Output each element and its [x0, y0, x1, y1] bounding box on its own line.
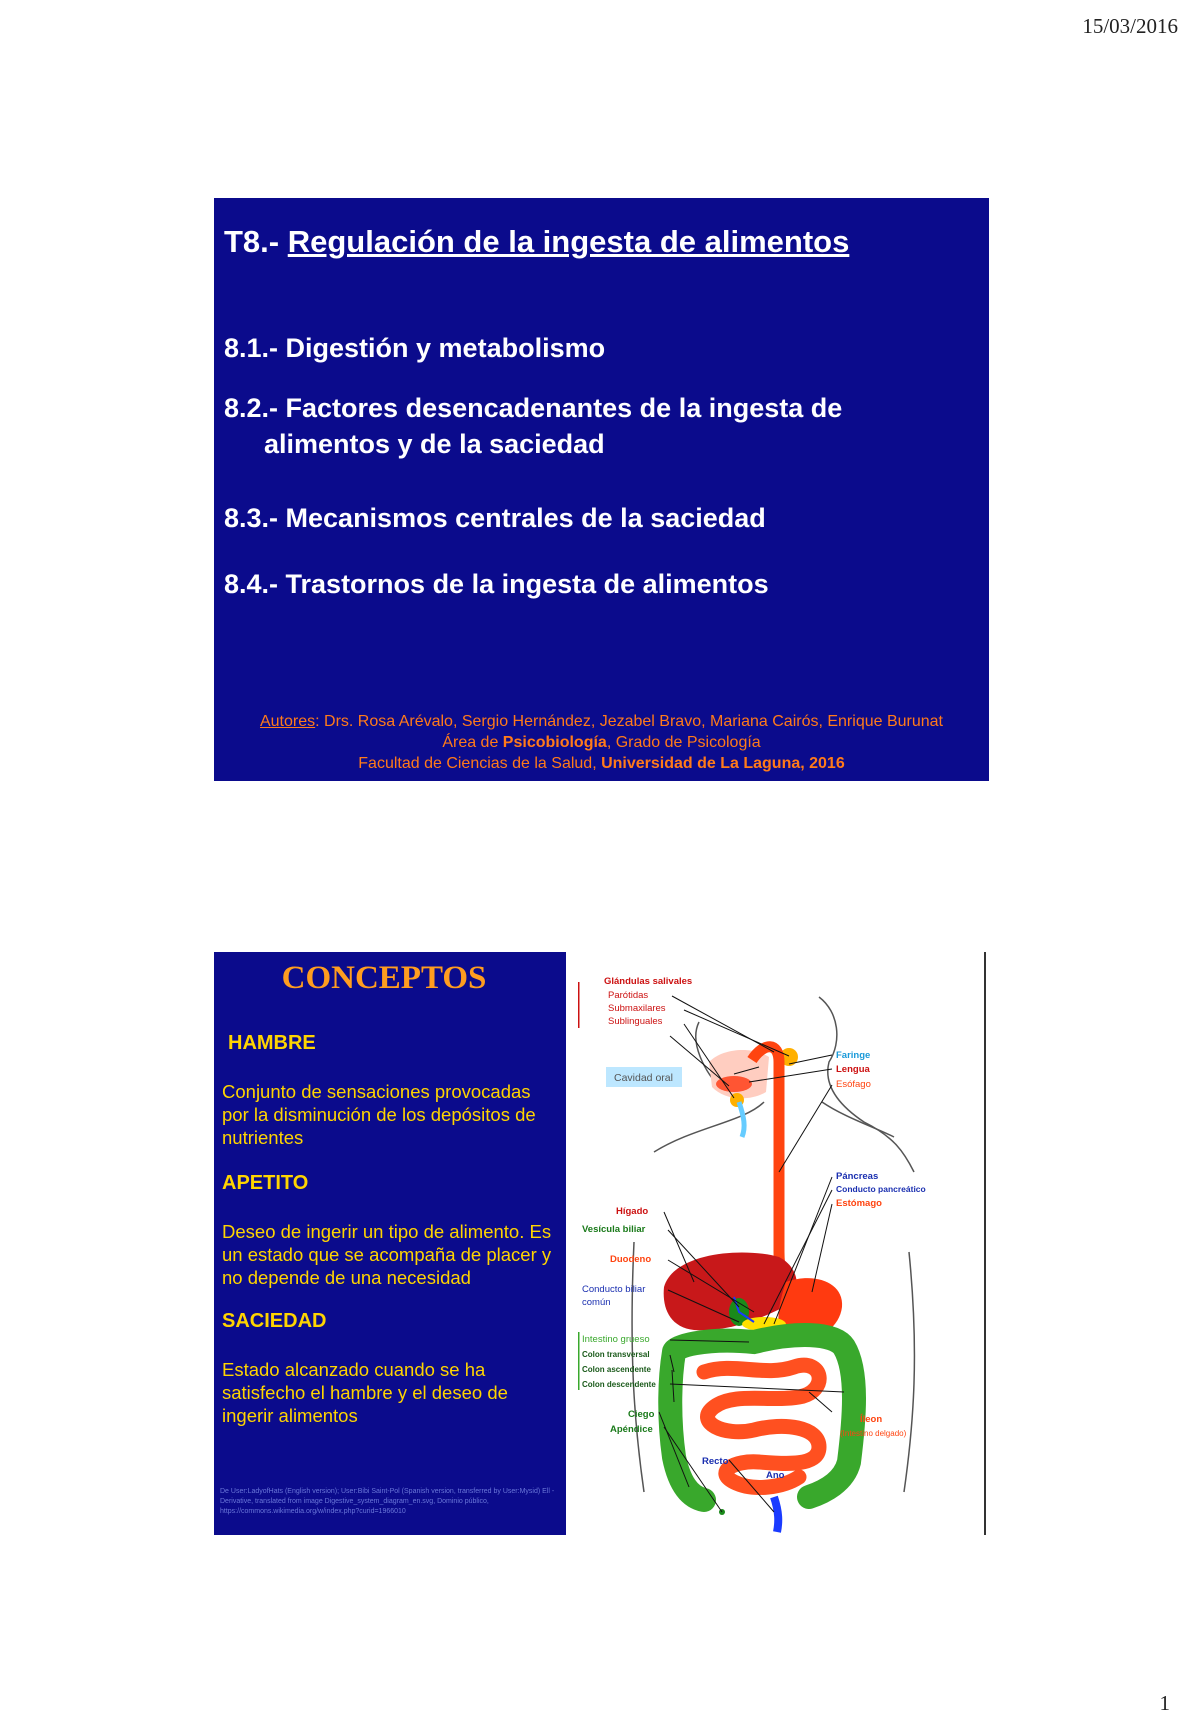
term-saciedad: SACIEDAD — [222, 1310, 327, 1332]
glands-bracket — [578, 982, 580, 1028]
topic-line: 8.2.- Factores desencadenantes de la ingesta de — [224, 393, 843, 423]
label-conducto-biliar: Conducto biliar — [582, 1284, 646, 1295]
trachea-shape — [739, 1102, 744, 1137]
label-conducto-pancreatico: Conducto pancreático — [836, 1184, 926, 1194]
label-ano: Ano — [766, 1470, 785, 1481]
page-date: 15/03/2016 — [1082, 14, 1178, 38]
label-estomago: Estómago — [836, 1198, 882, 1209]
image-credit: De User:LadyofHats (English version); User:Bibi Saint-Pol (Spanish version, transferred by User:Mysid) Ell - Derivative, translated from image Digestive_system_diagram_en.svg, Dominio público, https://commons.wikimedia.org/w/index.php?curid=1966010 — [220, 1488, 555, 1515]
small-intestine-shape — [704, 1365, 819, 1487]
topic-item — [224, 330, 605, 366]
digestive-system-diagram — [574, 952, 984, 1535]
concepts-slide — [214, 952, 989, 1535]
title-main: Regulación de la ingesta de alimentos — [287, 224, 850, 259]
label-colon-ascendente: Colon ascendente — [582, 1365, 651, 1374]
label-submaxilares: Submaxilares — [608, 1003, 666, 1014]
label-pancreas: Páncreas — [836, 1171, 879, 1182]
definition-apetito: Deseo de ingerir un tipo de alimento. Es un estado que se acompaña de placer y no depende de una necesidad — [222, 1221, 552, 1288]
label-colon-descendente: Colon descendente — [582, 1380, 656, 1389]
intestine-bracket — [578, 1332, 580, 1390]
topic-item — [224, 566, 769, 602]
concepts-panel — [214, 952, 566, 1535]
authors-block — [214, 711, 989, 774]
label-glandulas: Glándulas salivales — [604, 976, 693, 987]
topic-line: 8.1.- Digestión y metabolismo — [224, 333, 606, 363]
label-intestino-delgado: (Intestino delgado) — [840, 1429, 907, 1438]
label-vesicula: Vesícula biliar — [582, 1224, 646, 1235]
label-apendice: Apéndice — [610, 1424, 653, 1435]
slide-title — [224, 224, 849, 260]
title-slide — [214, 198, 989, 781]
topic-item — [224, 390, 842, 462]
rectum-shape — [774, 1497, 778, 1532]
label-colon-transverso: Colon transversal — [582, 1350, 650, 1359]
topic-item — [224, 500, 766, 536]
area-prefix: Área de — [442, 734, 503, 751]
term-apetito: APETITO — [222, 1172, 309, 1194]
authors-label: Autores — [259, 713, 316, 730]
definition-saciedad: Estado alcanzado cuando se ha satisfecho el hambre y el deseo de ingerir alimentos — [222, 1359, 508, 1426]
label-intestino-grueso: Intestino grueso — [582, 1334, 650, 1345]
label-esofago: Esófago — [836, 1079, 871, 1090]
page-number: 1 — [1159, 1691, 1170, 1715]
label-cavidad-oral: Cavidad oral — [614, 1072, 673, 1084]
topic-line-cont: alimentos y de la saciedad — [264, 429, 605, 459]
authors-names: : Drs. Rosa Arévalo, Sergio Hernández, Jezabel Bravo, Mariana Cairós, Enrique Burunat — [315, 713, 943, 730]
area-suffix: , Grado de Psicología — [606, 734, 761, 751]
university-name: Universidad de La Laguna, 2016 — [601, 755, 845, 772]
concepts-heading: CONCEPTOS — [281, 960, 487, 996]
label-lengua: Lengua — [836, 1064, 870, 1075]
label-ileon: Íleon — [860, 1414, 883, 1425]
definition-hambre: Conjunto de sensaciones provocadas por la disminución de los depósitos de nutrientes — [222, 1081, 536, 1148]
label-sublinguales: Sublinguales — [608, 1016, 663, 1027]
area-name: Psicobiología — [502, 734, 607, 751]
topic-line: 8.4.- Trastornos de la ingesta de alimentos — [224, 569, 769, 599]
label-ciego: Ciego — [628, 1409, 655, 1420]
label-duodeno: Duodeno — [610, 1254, 652, 1265]
tongue-shape — [716, 1076, 752, 1092]
label-faringe: Faringe — [836, 1050, 871, 1061]
label-recto: Recto — [702, 1456, 729, 1467]
large-intestine-shape — [670, 1335, 854, 1500]
label-higado: Hígado — [616, 1206, 649, 1217]
label-parotidas: Parótidas — [608, 990, 649, 1001]
label-comun: común — [582, 1297, 611, 1308]
faculty-prefix: Facultad de Ciencias de la Salud, — [358, 755, 602, 772]
term-hambre: HAMBRE — [228, 1032, 316, 1054]
title-prefix: T8.- — [224, 224, 288, 259]
slide-border-line — [984, 952, 986, 1535]
topic-line: 8.3.- Mecanismos centrales de la saciedad — [224, 503, 766, 533]
